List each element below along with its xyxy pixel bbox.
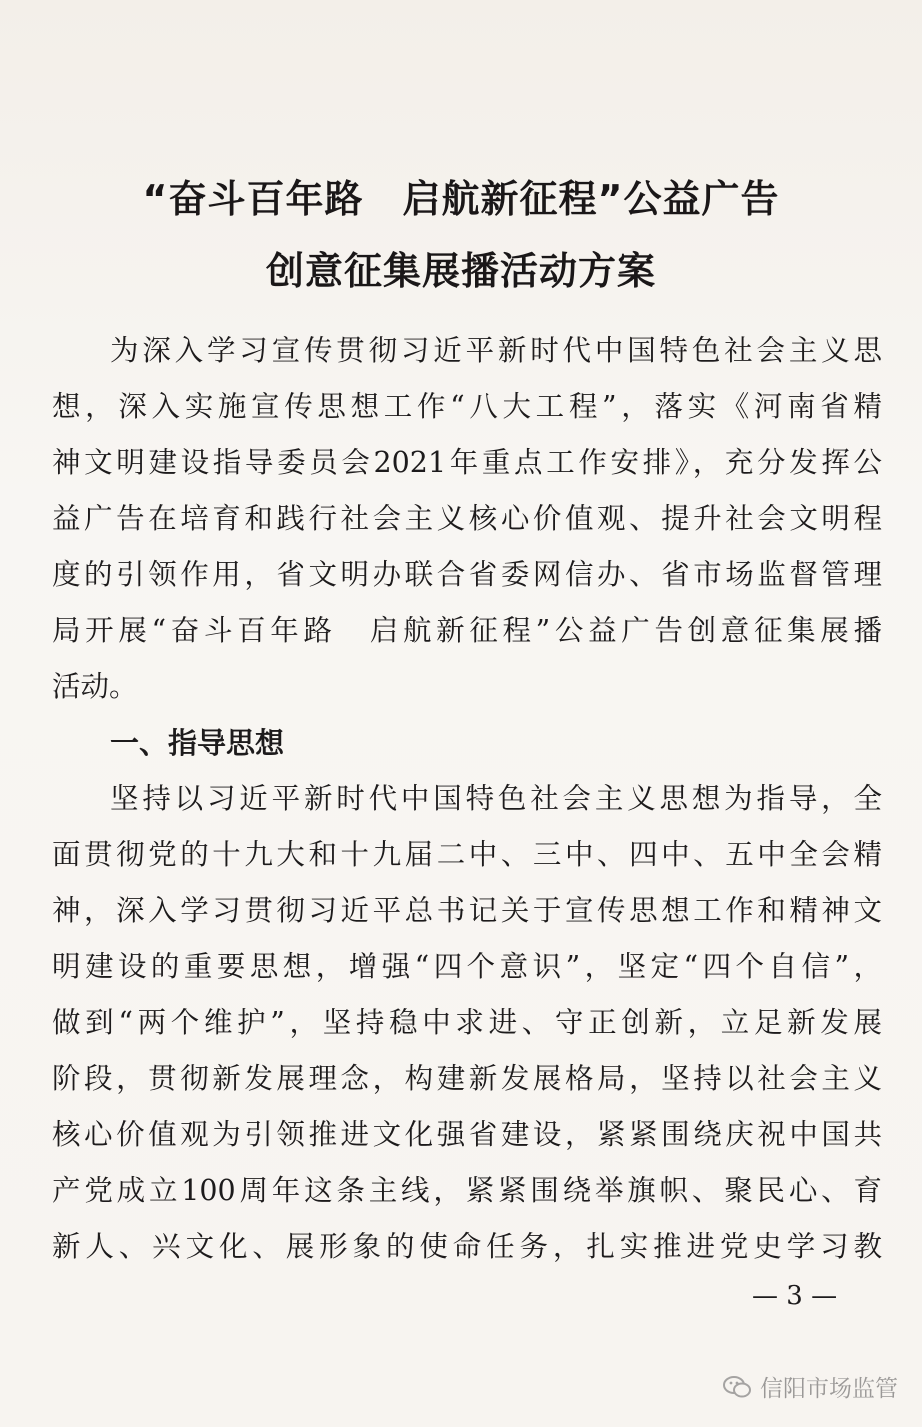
section-heading: 一、指导思想 xyxy=(110,726,285,760)
section-paragraph-line: 核心价值观为引领推进文化强省建设，紧紧围绕庆祝中国共 xyxy=(52,1118,882,1151)
intro-paragraph-line: 活动。 xyxy=(52,670,138,703)
section-paragraph-line: 新人、兴文化、展形象的使命任务，扎实推进党史学习教 xyxy=(52,1230,882,1263)
section-paragraph-line: 明建设的重要思想，增强“四个意识”，坚定“四个自信”， xyxy=(52,950,882,983)
watermark-text: 信阳市场监管 xyxy=(760,1376,898,1402)
section-paragraph-line: 神，深入学习贯彻习近平总书记关于宣传思想工作和精神文 xyxy=(52,894,882,927)
section-paragraph-line: 做到“两个维护”，坚持稳中求进、守正创新，立足新发展 xyxy=(52,1006,882,1039)
section-paragraph-line: 坚持以习近平新时代中国特色社会主义思想为指导，全 xyxy=(110,782,882,815)
section-paragraph-line: 产党成立100周年这条主线，紧紧围绕举旗帜、聚民心、育 xyxy=(52,1174,882,1207)
intro-paragraph-line: 局开展“奋斗百年路 启航新征程”公益广告创意征集展播 xyxy=(52,614,882,647)
page-number: — 3 — xyxy=(752,1281,838,1311)
intro-paragraph-line: 为深入学习宣传贯彻习近平新时代中国特色社会主义思 xyxy=(110,334,882,367)
intro-paragraph-line: 度的引领作用，省文明办联合省委网信办、省市场监督管理 xyxy=(52,558,882,591)
document-title-line-1: “奋斗百年路 启航新征程”公益广告 xyxy=(142,177,780,221)
wechat-icon xyxy=(722,1374,752,1400)
section-paragraph-line: 面贯彻党的十九大和十九届二中、三中、四中、五中全会精 xyxy=(52,838,882,871)
intro-paragraph-line: 神文明建设指导委员会2021年重点工作安排》，充分发挥公 xyxy=(52,446,882,479)
intro-paragraph-line: 益广告在培育和践行社会主义核心价值观、提升社会文明程 xyxy=(52,502,882,535)
intro-paragraph-line: 想，深入实施宣传思想工作“八大工程”，落实《河南省精 xyxy=(52,390,882,423)
document-title-line-2: 创意征集展播活动方案 xyxy=(265,249,656,293)
section-paragraph-line: 阶段，贯彻新发展理念，构建新发展格局，坚持以社会主义 xyxy=(52,1062,882,1095)
watermark xyxy=(722,1370,898,1403)
